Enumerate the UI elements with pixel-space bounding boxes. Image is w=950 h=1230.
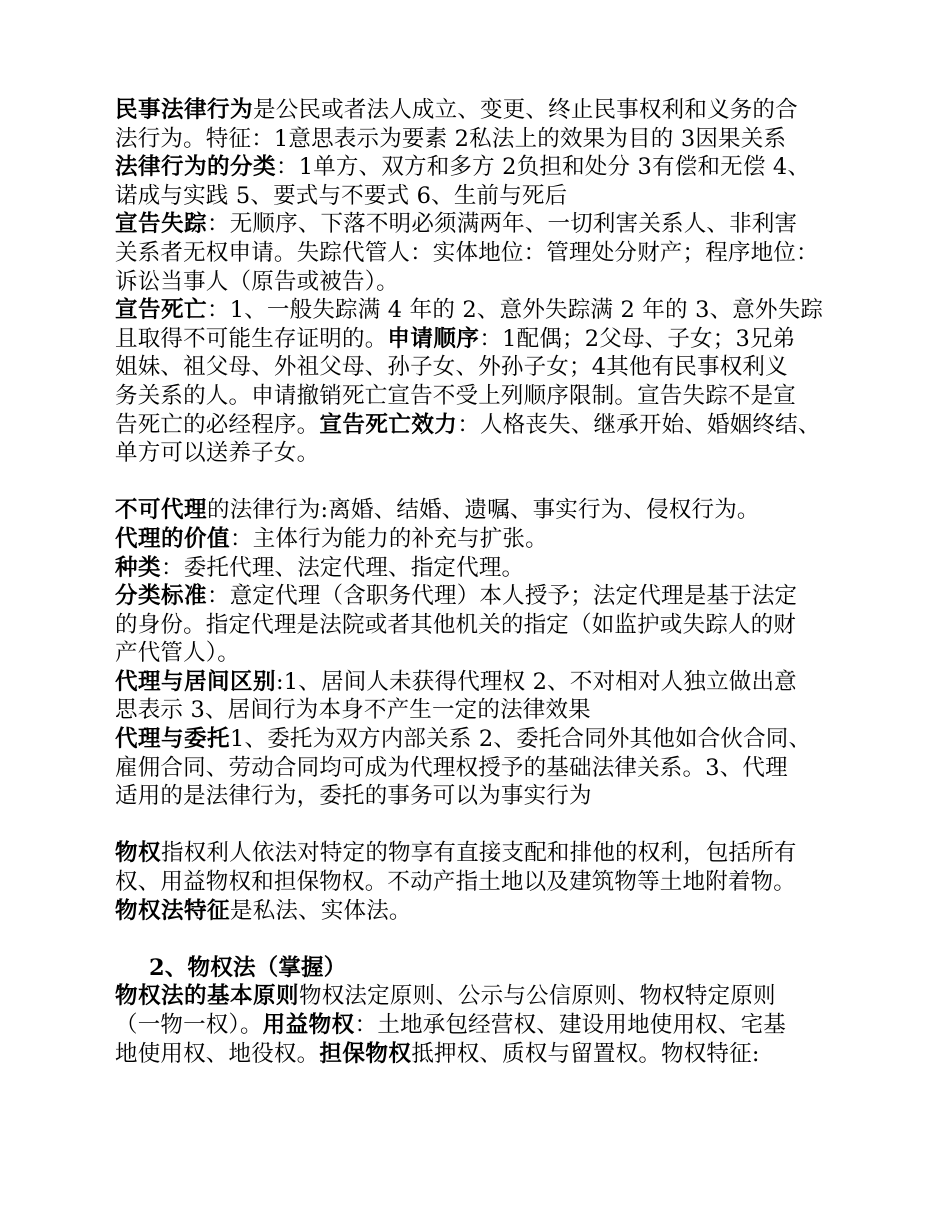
text-run: 务关系的人。申请撤销死亡宣告不受上列顺序限制。宣告失踪不是宣: [115, 382, 797, 409]
text-run: 的法律行为:离婚、结婚、遗嘱、事实行为、侵权行为。: [207, 497, 760, 524]
text-line: [115, 1011, 885, 1040]
text-run: 适用的是法律行为，委托的事务可以为事实行为: [115, 783, 592, 810]
text-line: [115, 868, 885, 897]
text-line: [115, 839, 885, 868]
bold-term: 法律行为的分类: [115, 154, 277, 181]
text-line: [115, 782, 885, 811]
text-line: [115, 153, 885, 182]
text-line: [115, 982, 885, 1011]
text-line: [115, 611, 885, 640]
bold-term: 宣告死亡效力: [319, 411, 458, 438]
bold-term: 担保物权: [319, 1040, 412, 1067]
text-run: ：人格丧失、继承开始、婚姻终结、: [457, 411, 821, 438]
text-line: [115, 411, 885, 440]
text-line: [115, 668, 885, 697]
text-line: [115, 639, 885, 668]
text-run: 诉讼当事人（原告或被告）。: [115, 268, 399, 295]
text-line: [115, 382, 885, 411]
bold-term: 物权法的基本原则: [115, 983, 300, 1010]
text-run: 抵押权、质权与留置权。物权特征:: [411, 1040, 760, 1067]
text-line: [115, 296, 885, 325]
text-run: 法行为。特征：1意思表示为要素 2私法上的效果为目的 3因果关系: [115, 125, 787, 152]
text-run: 姐妹、祖父母、外祖父母、孙子女、外孙子女；4其他有民事权利义: [115, 354, 788, 381]
bold-term: 民事法律行为: [115, 97, 254, 123]
bold-term: 代理与委托: [115, 726, 231, 753]
text-run: 单方可以送养子女。: [115, 440, 320, 467]
text-run: 的身份。指定代理是法院或者其他机关的指定（如监护或失踪人的财: [115, 611, 797, 638]
text-run: ：1、一般失踪满 4 年的 2、意外失踪满 2 年的 3、意外失踪: [207, 297, 824, 324]
text-run: 雇佣合同、劳动合同均可成为代理权授予的基础法律关系。3、代理: [115, 754, 788, 781]
text-run: ：1单方、双方和多方 2负担和处分 3有偿和无偿 4、: [276, 154, 811, 181]
text-line: [115, 696, 885, 725]
blank-line: [115, 925, 885, 954]
text-line: [115, 525, 885, 554]
text-line: [115, 725, 885, 754]
blank-line: [115, 468, 885, 497]
text-line: [115, 325, 885, 354]
text-run: ：1配偶；2父母、子女；3兄弟: [479, 325, 796, 352]
text-run: 告死亡的必经程序。: [115, 411, 320, 438]
bold-term: 不可代理: [115, 497, 208, 524]
bold-term: 代理的价值: [115, 525, 231, 552]
text-run: ：委托代理、法定代理、指定代理。: [161, 554, 525, 581]
text-run: 地使用权、地役权。: [115, 1040, 320, 1067]
text-run: ：无顺序、下落不明必须满两年、一切利害关系人、非利害: [207, 211, 798, 238]
bold-term: 申请顺序: [387, 325, 480, 352]
bold-term: 2、物权法（掌握）: [149, 954, 347, 981]
bold-term: 分类标准: [115, 583, 208, 610]
text-run: ：土地承包经营权、建设用地使用权、宅基: [354, 1012, 786, 1038]
text-line: [115, 125, 885, 154]
text-run: ：意定代理（含职务代理）本人授予；法定代理是基于法定: [207, 583, 798, 610]
text-line: [115, 182, 885, 211]
text-line: [115, 210, 885, 239]
text-run: ：主体行为能力的补充与扩张。: [230, 525, 548, 552]
text-run: 1、委托为双方内部关系 2、委托合同外其他如合伙合同、: [230, 726, 812, 753]
bold-term: 宣告失踪: [115, 211, 208, 238]
text-run: 产代管人）。: [115, 640, 240, 667]
text-run: （一物一权）。: [115, 1012, 263, 1038]
text-line: [115, 897, 885, 926]
text-run: 指权利人依法对特定的物享有直接支配和排他的权利，包括所有: [161, 840, 797, 867]
text-line: [115, 1040, 885, 1069]
text-run: 权、用益物权和担保物权。不动产指土地以及建筑物等土地附着物。: [115, 869, 797, 896]
text-line: [115, 268, 885, 297]
bold-term: 物权法特征: [115, 897, 231, 924]
text-line: [115, 582, 885, 611]
text-run: 且取得不可能生存证明的。: [115, 325, 388, 352]
bold-term: 物权: [115, 840, 162, 867]
text-run: 关系者无权申请。失踪代管人：实体地位：管理处分财产；程序地位：: [115, 239, 819, 266]
text-run: 是公民或者法人成立、变更、终止民事权利和义务的合: [253, 97, 798, 123]
bold-term: 代理与居间区别: [115, 668, 277, 695]
text-run: 是私法、实体法。: [230, 897, 412, 924]
bold-term: 种类: [115, 554, 162, 581]
text-line: [115, 554, 885, 583]
text-line: [115, 96, 885, 125]
text-run: :1、居间人未获得代理权 2、不对相对人独立做出意: [276, 668, 797, 695]
text-run: 思表示 3、居间行为本身不产生一定的法律效果: [115, 697, 591, 724]
bold-term: 用益物权: [262, 1012, 355, 1038]
text-line: [115, 353, 885, 382]
blank-line: [115, 811, 885, 840]
section-heading: [115, 954, 885, 983]
bold-term: 宣告死亡: [115, 297, 208, 324]
text-line: [115, 439, 885, 468]
text-line: [115, 496, 885, 525]
text-line: [115, 754, 885, 783]
text-run: 物权法定原则、公示与公信原则、物权特定原则: [299, 983, 776, 1010]
document-page: [115, 96, 885, 1068]
text-line: [115, 239, 885, 268]
text-run: 诺成与实践 5、要式与不要式 6、生前与死后: [115, 182, 568, 209]
